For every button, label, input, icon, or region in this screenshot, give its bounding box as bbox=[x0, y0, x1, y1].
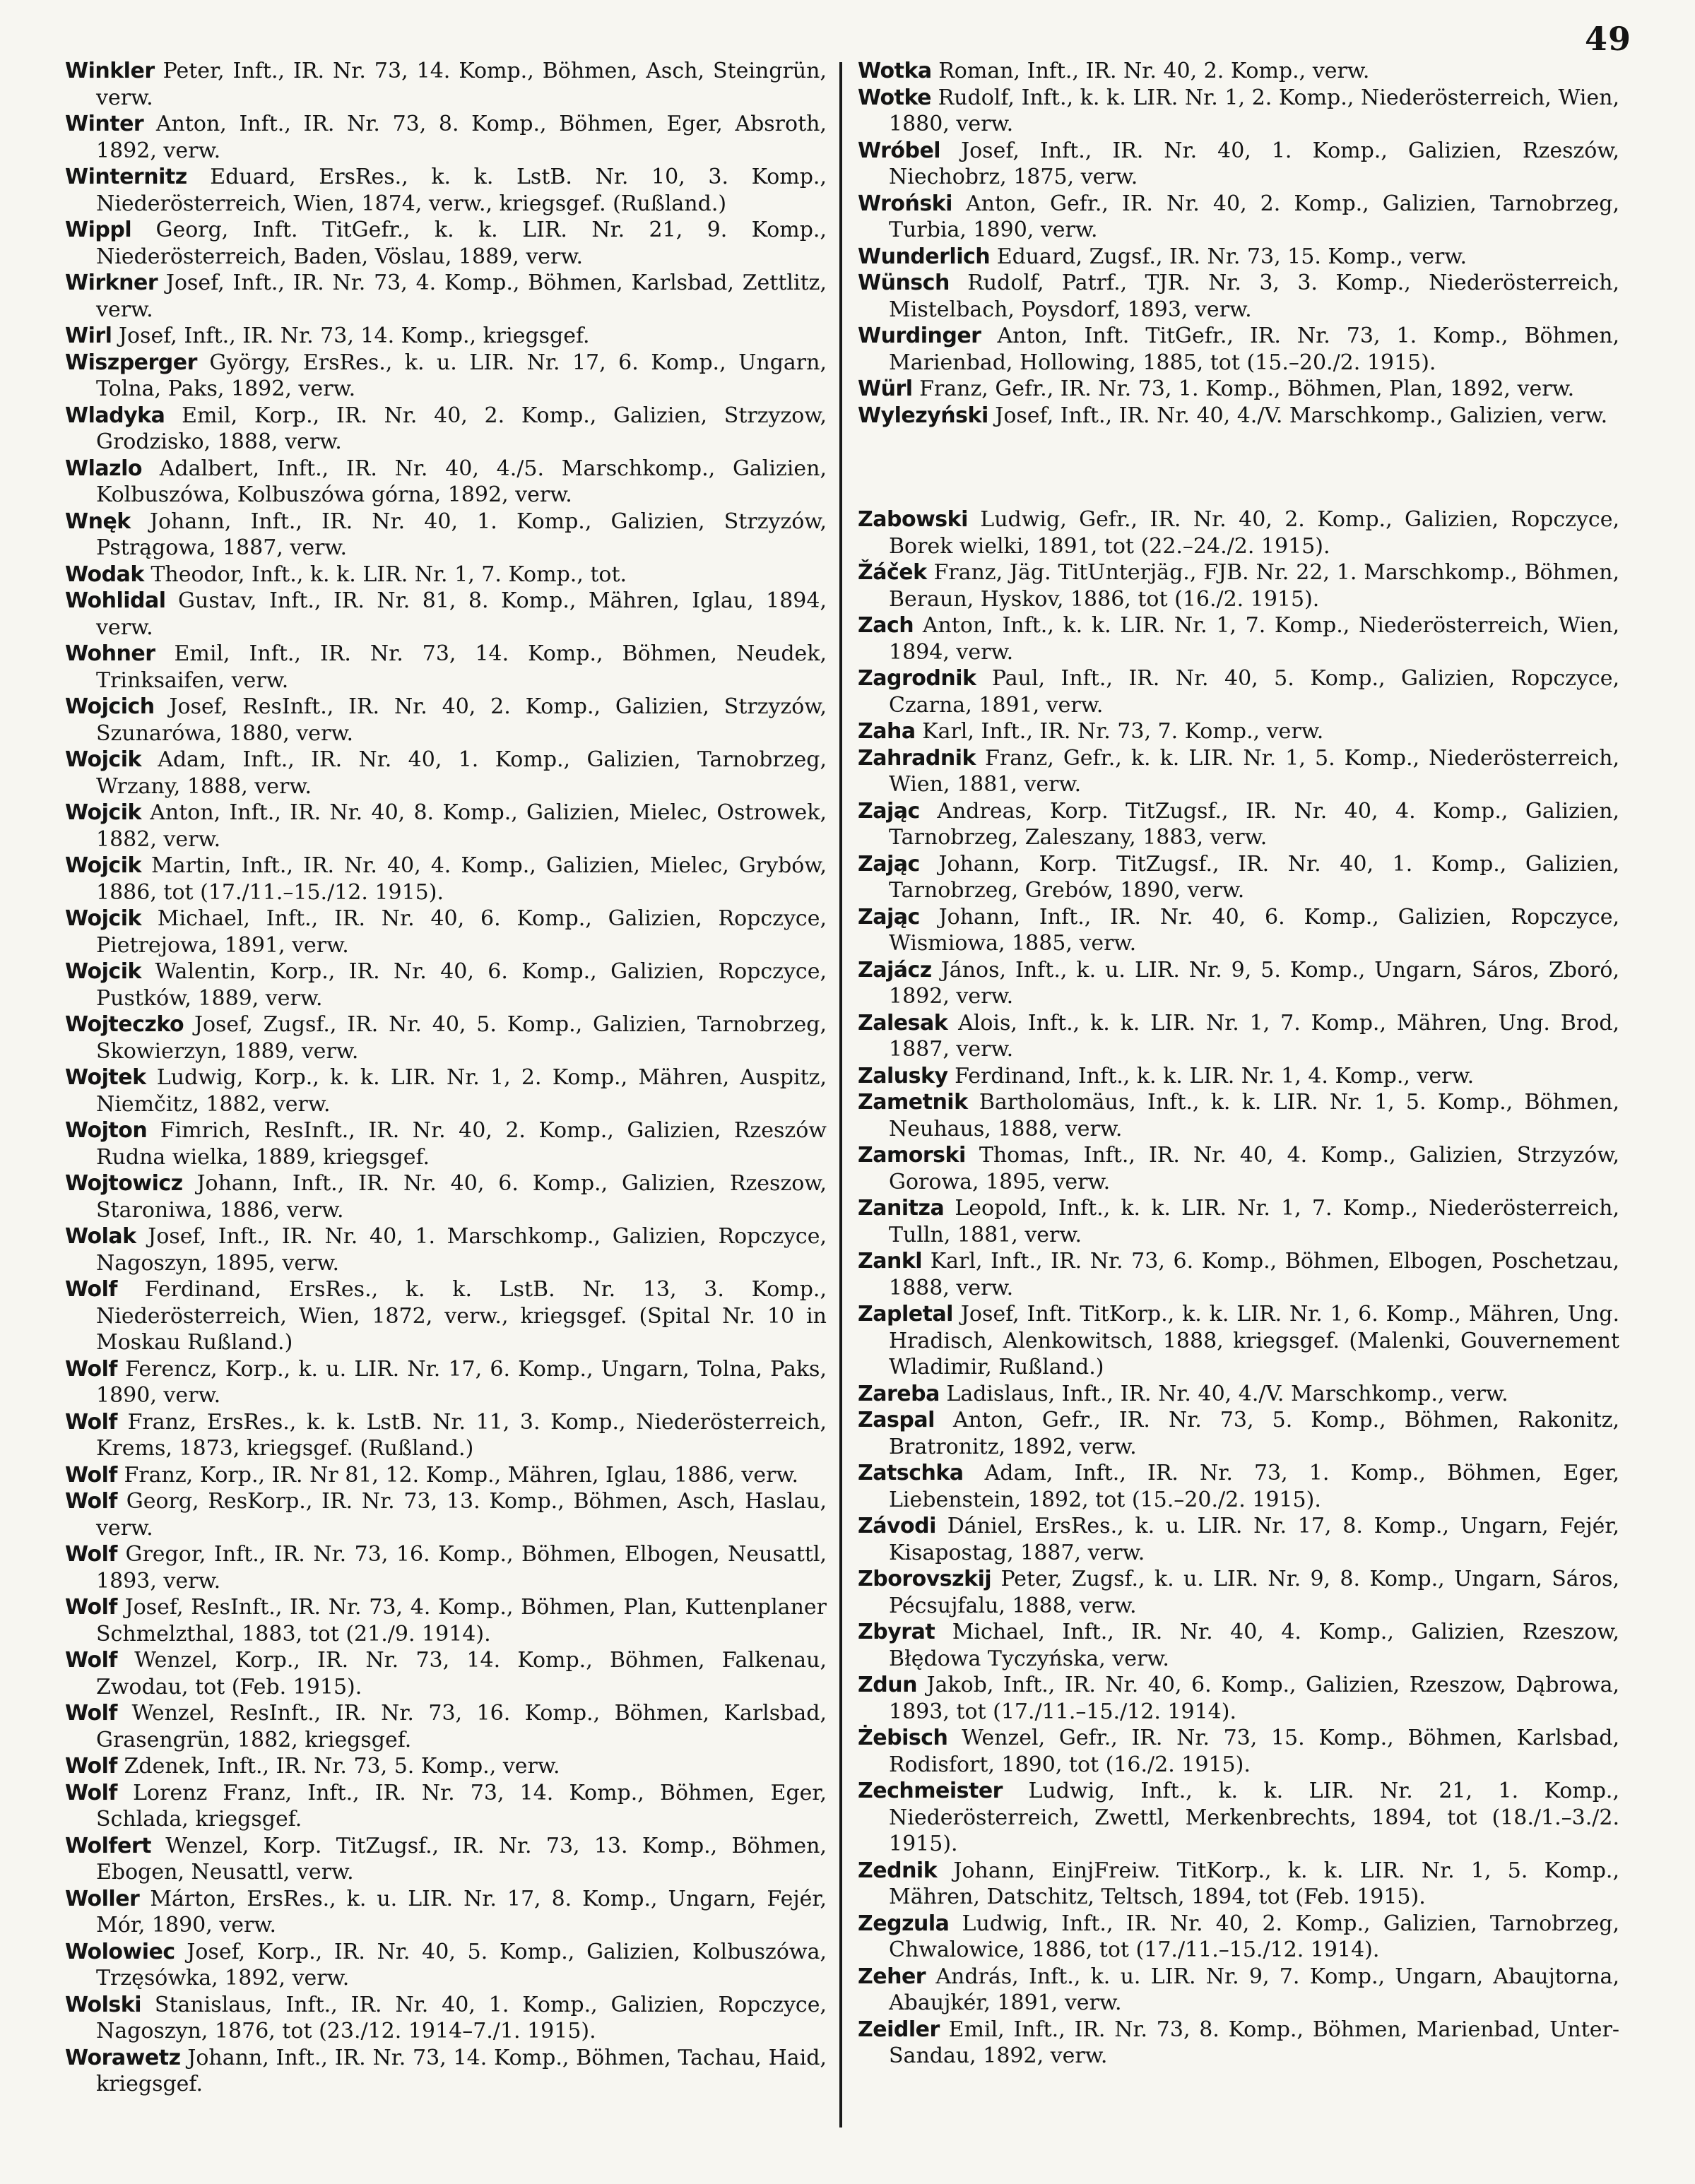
entry-details: Zdenek, Inft., IR. Nr. 73, 5. Komp., verw. bbox=[124, 1754, 560, 1779]
entry-details: Anton, Inft., IR. Nr. 40, 8. Komp., Galizien, Mielec, Ostrowek, 1882, verw. bbox=[96, 800, 827, 852]
entry-details: Emil, Inft., IR. Nr. 73, 14. Komp., Böhmen, Neudek, Trinksaifen, verw. bbox=[96, 641, 827, 693]
entry-surname: Wojtowicz bbox=[65, 1171, 183, 1196]
entry-details: Ludwig, Inft., IR. Nr. 40, 2. Komp., Galizien, Tarnobrzeg, Chwalowice, 1886, tot (17./11.–15./12. 1914). bbox=[889, 1911, 1619, 1962]
entry-details: Michael, Inft., IR. Nr. 40, 6. Komp., Galizien, Ropczyce, Pietrejowa, 1891, verw. bbox=[96, 906, 827, 958]
entry-surname: Zabowski bbox=[858, 507, 968, 532]
list-entry bbox=[65, 1647, 827, 1700]
entry-surname: Wojcik bbox=[65, 853, 141, 878]
entry-details: Franz, Jäg. TitUnterjäg., FJB. Nr. 22, 1. Marschkomp., Böhmen, Beraun, Hyskov, 1886, tot (16./2. 1915). bbox=[889, 560, 1619, 612]
entry-surname: Wolski bbox=[65, 1992, 142, 2017]
list-entry bbox=[858, 612, 1619, 665]
list-entry bbox=[65, 1462, 827, 1489]
list-entry bbox=[65, 588, 827, 641]
entry-surname: Zaspal bbox=[858, 1408, 935, 1432]
entry-details: Bartholomäus, Inft., k. k. LIR. Nr. 1, 5. Komp., Böhmen, Neuhaus, 1888, verw. bbox=[889, 1090, 1619, 1141]
entry-surname: Wojcik bbox=[65, 959, 141, 984]
entry-surname: Zach bbox=[858, 613, 914, 638]
list-entry bbox=[858, 138, 1619, 191]
list-entry bbox=[858, 559, 1619, 612]
list-entry bbox=[65, 1780, 827, 1833]
list-entry bbox=[65, 1170, 827, 1223]
entry-details: Wenzel, Korp. TitZugsf., IR. Nr. 73, 13. Komp., Böhmen, Ebogen, Neusattl, verw. bbox=[96, 1833, 827, 1885]
entry-details: Josef, Inft. TitKorp., k. k. LIR. Nr. 1, 6. Komp., Mähren, Ung. Hradisch, Alenkowitsch, 1888, kriegsgef. (Malenki, Gouvernement Wladimir, Rußland.) bbox=[889, 1302, 1619, 1379]
list-entry bbox=[65, 164, 827, 217]
list-entry bbox=[65, 1939, 827, 1992]
entry-details: Anton, Inft. TitGefr., IR. Nr. 73, 1. Komp., Böhmen, Marienbad, Hollowing, 1885, tot (15.–20./2. 1915). bbox=[889, 324, 1619, 375]
entry-surname: Wojcik bbox=[65, 906, 141, 931]
entry-details: Johann, Inft., IR. Nr. 40, 6. Komp., Galizien, Ropczyce, Wismiowa, 1885, verw. bbox=[889, 904, 1619, 956]
entry-details: Stanislaus, Inft., IR. Nr. 40, 1. Komp., Galizien, Ropczyce, Nagoszyn, 1876, tot (23./12. 1914–7./1. 1915). bbox=[96, 1992, 827, 2043]
list-entry bbox=[65, 694, 827, 747]
entry-surname: Wolak bbox=[65, 1224, 136, 1249]
entry-details: Anton, Inft., k. k. LIR. Nr. 1, 7. Komp., Niederösterreich, Wien, 1894, verw. bbox=[889, 613, 1619, 665]
entry-surname: Wlazlo bbox=[65, 456, 142, 481]
entry-details: Josef, Inft., IR. Nr. 40, 4./V. Marschkomp., Galizien, verw. bbox=[995, 403, 1608, 428]
entry-details: Andreas, Korp. TitZugsf., IR. Nr. 40, 4. Komp., Galizien, Tarnobrzeg, Zaleszany, 1883, verw. bbox=[889, 798, 1619, 850]
list-entry bbox=[858, 1513, 1619, 1566]
left-column bbox=[65, 58, 839, 2170]
list-entry bbox=[65, 641, 827, 694]
entry-details: Jakob, Inft., IR. Nr. 40, 6. Komp., Galizien, Rzeszow, Dąbrowa, 1893, tot (17./11.–15./12. 1914). bbox=[889, 1673, 1619, 1724]
entry-surname: Wojton bbox=[65, 1118, 148, 1143]
list-entry bbox=[858, 1248, 1619, 1301]
entry-details: Josef, Inft., IR. Nr. 40, 1. Komp., Galizien, Rzeszów, Niechobrz, 1875, verw. bbox=[889, 138, 1619, 189]
entry-surname: Zagrodnik bbox=[858, 666, 976, 691]
list-entry bbox=[858, 1460, 1619, 1513]
entry-surname: Zbyrat bbox=[858, 1620, 935, 1644]
list-entry bbox=[65, 800, 827, 853]
entry-surname: Zankl bbox=[858, 1249, 923, 1274]
entry-details: Wenzel, ResInft., IR. Nr. 73, 16. Komp., Böhmen, Karlsbad, Grasengrün, 1882, kriegsgef. bbox=[96, 1701, 827, 1752]
list-entry bbox=[65, 456, 827, 509]
list-entry bbox=[858, 1195, 1619, 1248]
list-entry bbox=[65, 906, 827, 959]
entry-details: Johann, Korp. TitZugsf., IR. Nr. 40, 1. Komp., Galizien, Tarnobrzeg, Grebów, 1890, verw. bbox=[889, 851, 1619, 903]
entry-surname: Wnęk bbox=[65, 509, 131, 534]
entry-surname: Zareba bbox=[858, 1381, 940, 1406]
list-entry bbox=[65, 1541, 827, 1594]
entry-details: Karl, Inft., IR. Nr. 73, 6. Komp., Böhmen, Elbogen, Poschetzau, 1888, verw. bbox=[889, 1249, 1619, 1300]
list-entry bbox=[65, 1011, 827, 1064]
entry-surname: Zajácz bbox=[858, 957, 932, 983]
entry-details: Josef, ResInft., IR. Nr. 73, 4. Komp., Böhmen, Plan, Kuttenplaner Schmelzthal, 1883, tot (21./9. 1914). bbox=[96, 1595, 827, 1646]
entry-surname: Wojtek bbox=[65, 1065, 146, 1090]
list-entry bbox=[858, 1619, 1619, 1672]
entry-details: Johann, Inft., IR. Nr. 73, 14. Komp., Böhmen, Tachau, Haid, kriegsgef. bbox=[96, 2045, 827, 2096]
entry-details: Wenzel, Gefr., IR. Nr. 73, 15. Komp., Böhmen, Karlsbad, Rodisfort, 1890, tot (16./2. 1915). bbox=[889, 1726, 1619, 1777]
entry-surname: Winternitz bbox=[65, 165, 187, 189]
list-entry bbox=[858, 1858, 1619, 1911]
entry-details: Peter, Inft., IR. Nr. 73, 14. Komp., Böhmen, Asch, Steingrün, verw. bbox=[96, 59, 827, 110]
entry-surname: Wolowiec bbox=[65, 1939, 175, 1964]
entry-surname: Worawetz bbox=[65, 2045, 181, 2070]
entry-details: Franz, Gefr., IR. Nr. 73, 1. Komp., Böhmen, Plan, 1892, verw. bbox=[919, 376, 1575, 401]
entry-surname: Wolf bbox=[65, 1648, 117, 1673]
entry-surname: Wohlidal bbox=[65, 588, 166, 613]
right-column bbox=[842, 58, 1619, 2170]
entry-surname: Zanitza bbox=[858, 1196, 945, 1221]
list-entry bbox=[858, 665, 1619, 718]
entry-details: Franz, ErsRes., k. k. LstB. Nr. 11, 3. Komp., Niederösterreich, Krems, 1873, kriegsgef. (Rußland.) bbox=[96, 1409, 827, 1461]
list-entry bbox=[65, 323, 827, 350]
entry-surname: Wróbel bbox=[858, 138, 941, 163]
list-entry bbox=[65, 403, 827, 456]
list-entry bbox=[858, 957, 1619, 1010]
entry-surname: Wohner bbox=[65, 641, 155, 666]
entry-surname: Zaha bbox=[858, 719, 916, 744]
entry-details: Walentin, Korp., IR. Nr. 40, 6. Komp., Galizien, Ropczyce, Pustków, 1889, verw. bbox=[96, 959, 827, 1011]
entry-surname: Zednik bbox=[858, 1858, 938, 1883]
entry-surname: Wolf bbox=[65, 1409, 117, 1435]
entry-surname: Würl bbox=[858, 376, 913, 401]
entry-surname: Závodi bbox=[858, 1514, 936, 1538]
entry-surname: Wurdinger bbox=[858, 324, 981, 348]
entry-surname: Zalesak bbox=[858, 1010, 948, 1035]
list-entry bbox=[65, 111, 827, 164]
entry-surname: Zając bbox=[858, 904, 920, 930]
entry-details: Rudolf, Patrf., TJR. Nr. 3, 3. Komp., Niederösterreich, Mistelbach, Poysdorf, 1893, verw. bbox=[889, 271, 1619, 322]
entry-surname: Wünsch bbox=[858, 271, 950, 295]
entry-details: Adam, Inft., IR. Nr. 40, 1. Komp., Galizien, Tarnobrzeg, Wrzany, 1888, verw. bbox=[96, 747, 827, 799]
entry-details: Martin, Inft., IR. Nr. 40, 4. Komp., Galizien, Mielec, Grybów, 1886, tot (17./11.–15./12. 1915). bbox=[96, 853, 827, 905]
entry-surname: Zatschka bbox=[858, 1461, 964, 1485]
entry-details: Josef, Korp., IR. Nr. 40, 5. Komp., Galizien, Kolbuszówa, Trzęsówka, 1892, verw. bbox=[96, 1939, 827, 1990]
entry-surname: Wodak bbox=[65, 562, 144, 587]
entry-details: Ladislaus, Inft., IR. Nr. 40, 4./V. Marschkomp., verw. bbox=[946, 1381, 1508, 1406]
entry-surname: Zeher bbox=[858, 1964, 926, 1989]
list-entry bbox=[858, 1672, 1619, 1725]
entry-details: Roman, Inft., IR. Nr. 40, 2. Komp., verw. bbox=[938, 59, 1370, 83]
list-entry bbox=[65, 58, 827, 111]
entry-details: Ferencz, Korp., k. u. LIR. Nr. 17, 6. Komp., Ungarn, Tolna, Paks, 1890, verw. bbox=[96, 1356, 827, 1408]
entry-surname: Wolf bbox=[65, 1542, 117, 1567]
list-entry bbox=[858, 1407, 1619, 1460]
entry-surname: Wojcik bbox=[65, 747, 141, 772]
entry-details: Wenzel, Korp., IR. Nr. 73, 14. Komp., Böhmen, Falkenau, Zwodau, tot (Feb. 1915). bbox=[96, 1648, 827, 1699]
entry-surname: Wolf bbox=[65, 1754, 117, 1779]
list-entry bbox=[65, 1223, 827, 1276]
entry-surname: Zając bbox=[858, 851, 920, 877]
entry-surname: Wotke bbox=[858, 85, 931, 110]
right-column-w-section bbox=[858, 58, 1619, 429]
entry-surname: Wolf bbox=[65, 1489, 117, 1514]
entry-surname: Wojcich bbox=[65, 694, 155, 719]
entry-details: Rudolf, Inft., k. k. LIR. Nr. 1, 2. Komp., Niederösterreich, Wien, 1880, verw. bbox=[889, 85, 1619, 136]
entry-surname: Wiszperger bbox=[65, 350, 197, 375]
entry-surname: Wotka bbox=[858, 59, 932, 83]
entry-details: Ludwig, Inft., k. k. LIR. Nr. 21, 1. Komp., Niederösterreich, Zwettl, Merkenbrechts, 1894, tot (18./1.–3./2. 1915). bbox=[889, 1779, 1619, 1856]
list-entry bbox=[858, 745, 1619, 798]
list-entry bbox=[65, 1992, 827, 2045]
list-entry bbox=[65, 747, 827, 800]
entry-details: Anton, Inft., IR. Nr. 73, 8. Komp., Böhmen, Eger, Absroth, 1892, verw. bbox=[96, 112, 827, 163]
entry-details: Josef, ResInft., IR. Nr. 40, 2. Komp., Galizien, Strzyzów, Szunarówa, 1880, verw. bbox=[96, 694, 827, 746]
entry-details: Michael, Inft., IR. Nr. 40, 4. Komp., Galizien, Rzeszow, Błędowa Tyczyńska, verw. bbox=[889, 1620, 1619, 1671]
casualty-list bbox=[65, 58, 1632, 2170]
entry-details: Anton, Gefr., IR. Nr. 40, 2. Komp., Galizien, Tarnobrzeg, Turbia, 1890, verw. bbox=[889, 191, 1619, 242]
entry-details: Ludwig, Korp., k. k. LIR. Nr. 1, 2. Komp., Mähren, Auspitz, Niemčitz, 1882, verw. bbox=[96, 1065, 827, 1117]
list-entry bbox=[858, 1301, 1619, 1381]
entry-details: Josef, Inft., IR. Nr. 40, 1. Marschkomp., Galizien, Ropczyce, Nagoszyn, 1895, verw. bbox=[96, 1224, 827, 1276]
entry-surname: Wolfert bbox=[65, 1833, 151, 1858]
entry-details: Eduard, Zugsf., IR. Nr. 73, 15. Komp., verw. bbox=[996, 244, 1467, 269]
entry-details: Ludwig, Gefr., IR. Nr. 40, 2. Komp., Galizien, Ropczyce, Borek wielki, 1891, tot (22.–24./2. 1915). bbox=[889, 507, 1619, 559]
list-entry bbox=[858, 1063, 1619, 1090]
entry-surname: Wladyka bbox=[65, 403, 165, 428]
list-entry bbox=[858, 904, 1619, 957]
entry-surname: Zeidler bbox=[858, 2017, 940, 2042]
entry-details: Josef, Zugsf., IR. Nr. 40, 5. Komp., Galizien, Tarnobrzeg, Skowierzyn, 1889, verw. bbox=[96, 1012, 827, 1064]
list-entry bbox=[65, 1886, 827, 1939]
list-entry bbox=[858, 2017, 1619, 2070]
entry-surname: Wolf bbox=[65, 1356, 117, 1382]
list-entry bbox=[858, 1566, 1619, 1619]
entry-surname: Zalusky bbox=[858, 1063, 948, 1088]
entry-details: Josef, Inft., IR. Nr. 73, 14. Komp., kriegsgef. bbox=[119, 324, 590, 348]
entry-details: Adam, Inft., IR. Nr. 73, 1. Komp., Böhmen, Eger, Liebenstein, 1892, tot (15.–20./2. 1915). bbox=[889, 1461, 1619, 1512]
list-entry bbox=[65, 2045, 827, 2098]
entry-surname: Zapletal bbox=[858, 1302, 953, 1327]
list-entry bbox=[65, 217, 827, 270]
entry-surname: Wolf bbox=[65, 1595, 117, 1620]
entry-surname: Woller bbox=[65, 1886, 140, 1911]
entry-details: Theodor, Inft., k. k. LIR. Nr. 1, 7. Komp., tot. bbox=[150, 562, 627, 587]
list-entry bbox=[858, 244, 1619, 271]
list-entry bbox=[858, 1381, 1619, 1408]
list-entry bbox=[65, 1594, 827, 1647]
entry-details: Josef, Inft., IR. Nr. 73, 4. Komp., Böhmen, Karlsbad, Zettlitz, verw. bbox=[96, 271, 827, 322]
entry-surname: Wolf bbox=[65, 1277, 117, 1302]
entry-surname: Zegzula bbox=[858, 1911, 950, 1936]
page-number: 49 bbox=[1584, 20, 1631, 58]
entry-surname: Zborovszkij bbox=[858, 1567, 992, 1591]
list-entry bbox=[65, 1488, 827, 1541]
entry-surname: Zametnik bbox=[858, 1090, 968, 1115]
entry-details: Georg, Inft. TitGefr., k. k. LIR. Nr. 21, 9. Komp., Niederösterreich, Baden, Vöslau, 1889, verw. bbox=[96, 218, 827, 269]
entry-details: Johann, EinjFreiw. TitKorp., k. k. LIR. Nr. 1, 5. Komp., Mähren, Datschitz, Teltsch, 1894, tot (Feb. 1915). bbox=[889, 1858, 1619, 1909]
entry-details: Fimrich, ResInft., IR. Nr. 40, 2. Komp., Galizien, Rzeszów Rudna wielka, 1889, kriegsgef. bbox=[96, 1118, 827, 1170]
list-entry bbox=[858, 58, 1619, 85]
entry-details: Karl, Inft., IR. Nr. 73, 7. Komp., verw. bbox=[922, 719, 1324, 744]
entry-details: Leopold, Inft., k. k. LIR. Nr. 1, 7. Komp., Niederösterreich, Tulln, 1881, verw. bbox=[889, 1196, 1619, 1247]
entry-surname: Wojcik bbox=[65, 800, 141, 825]
entry-details: Johann, Inft., IR. Nr. 40, 6. Komp., Galizien, Rzeszow, Staroniwa, 1886, verw. bbox=[96, 1171, 827, 1223]
entry-details: Eduard, ErsRes., k. k. LstB. Nr. 10, 3. Komp., Niederösterreich, Wien, 1874, verw., kriegsgef. (Rußland.) bbox=[96, 165, 827, 216]
list-entry bbox=[65, 1276, 827, 1356]
entry-details: Peter, Zugsf., k. u. LIR. Nr. 9, 8. Komp., Ungarn, Sáros, Pécsujfalu, 1888, verw. bbox=[889, 1567, 1619, 1618]
list-entry bbox=[858, 1964, 1619, 2017]
entry-surname: Wirl bbox=[65, 324, 112, 348]
list-entry bbox=[65, 1700, 827, 1753]
entry-surname: Wolf bbox=[65, 1701, 117, 1726]
entry-details: András, Inft., k. u. LIR. Nr. 9, 7. Komp., Ungarn, Abaujtorna, Abaujkér, 1891, verw. bbox=[889, 1964, 1619, 2015]
entry-surname: Zahradnik bbox=[858, 745, 976, 771]
list-entry bbox=[65, 1117, 827, 1170]
list-entry bbox=[65, 1753, 827, 1780]
entry-details: Dániel, ErsRes., k. u. LIR. Nr. 17, 8. Komp., Ungarn, Fejér, Kisapostag, 1887, verw. bbox=[889, 1514, 1619, 1565]
entry-surname: Winkler bbox=[65, 59, 155, 83]
entry-surname: Zamorski bbox=[858, 1143, 966, 1168]
entry-surname: Wojteczko bbox=[65, 1012, 184, 1037]
entry-details: Emil, Korp., IR. Nr. 40, 2. Komp., Galizien, Strzyzow, Grodzisko, 1888, verw. bbox=[96, 403, 827, 454]
entry-surname: Žáček bbox=[858, 560, 927, 585]
entry-details: Paul, Inft., IR. Nr. 40, 5. Komp., Galizien, Ropczyce, Czarna, 1891, verw. bbox=[889, 666, 1619, 718]
list-entry bbox=[858, 798, 1619, 851]
entry-surname: Wolf bbox=[65, 1780, 117, 1805]
list-entry bbox=[858, 85, 1619, 138]
entry-details: Franz, Korp., IR. Nr 81, 12. Komp., Mähren, Iglau, 1886, verw. bbox=[124, 1462, 799, 1488]
right-column-z-section bbox=[858, 506, 1619, 2070]
list-entry bbox=[65, 562, 827, 588]
entry-details: Emil, Inft., IR. Nr. 73, 8. Komp., Böhmen, Marienbad, Unter-Sandau, 1892, verw. bbox=[889, 2017, 1619, 2068]
entry-surname: Wippl bbox=[65, 218, 132, 242]
list-entry bbox=[858, 1778, 1619, 1858]
entry-details: Franz, Gefr., k. k. LIR. Nr. 1, 5. Komp., Niederösterreich, Wien, 1881, verw. bbox=[889, 745, 1619, 797]
entry-details: Thomas, Inft., IR. Nr. 40, 4. Komp., Galizien, Strzyzów, Gorowa, 1895, verw. bbox=[889, 1143, 1619, 1194]
list-entry bbox=[858, 718, 1619, 745]
entry-details: Johann, Inft., IR. Nr. 40, 1. Komp., Galizien, Strzyzów, Pstrągowa, 1887, verw. bbox=[96, 509, 827, 560]
entry-surname: Zechmeister bbox=[858, 1779, 1003, 1803]
entry-surname: Wunderlich bbox=[858, 244, 991, 269]
list-entry bbox=[858, 376, 1619, 403]
list-entry bbox=[858, 1089, 1619, 1142]
entry-surname: Wirkner bbox=[65, 271, 158, 295]
entry-details: Adalbert, Inft., IR. Nr. 40, 4./5. Marschkomp., Galizien, Kolbuszówa, Kolbuszówa górna, 1892, verw. bbox=[96, 456, 827, 507]
entry-details: Gregor, Inft., IR. Nr. 73, 16. Komp., Böhmen, Elbogen, Neusattl, 1893, verw. bbox=[96, 1542, 827, 1594]
entry-details: Márton, ErsRes., k. u. LIR. Nr. 17, 8. Komp., Ungarn, Fejér, Mór, 1890, verw. bbox=[96, 1886, 827, 1937]
entry-details: Alois, Inft., k. k. LIR. Nr. 1, 7. Komp., Mähren, Ung. Brod, 1887, verw. bbox=[889, 1010, 1619, 1062]
list-entry bbox=[65, 853, 827, 906]
entry-details: Georg, ResKorp., IR. Nr. 73, 13. Komp., Böhmen, Asch, Haslau, verw. bbox=[96, 1489, 827, 1541]
entry-details: Lorenz Franz, Inft., IR. Nr. 73, 14. Komp., Böhmen, Eger, Schlada, kriegsgef. bbox=[96, 1780, 827, 1832]
list-entry bbox=[858, 851, 1619, 904]
entry-details: Ferdinand, ErsRes., k. k. LstB. Nr. 13, 3. Komp., Niederösterreich, Wien, 1872, verw., kriegsgef. (Spital Nr. 10 in Moskau Rußland.) bbox=[96, 1277, 827, 1355]
entry-surname: Wolf bbox=[65, 1462, 117, 1488]
list-entry bbox=[65, 270, 827, 323]
entry-details: György, ErsRes., k. u. LIR. Nr. 17, 6. Komp., Ungarn, Tolna, Paks, 1892, verw. bbox=[96, 350, 827, 401]
entry-details: Anton, Gefr., IR. Nr. 73, 5. Komp., Böhmen, Rakonitz, Bratronitz, 1892, verw. bbox=[889, 1408, 1619, 1459]
list-entry bbox=[858, 1142, 1619, 1195]
section-gap bbox=[858, 429, 1619, 506]
entry-surname: Winter bbox=[65, 112, 144, 136]
list-entry bbox=[858, 403, 1619, 429]
entry-surname: Wroński bbox=[858, 191, 952, 216]
list-entry bbox=[858, 191, 1619, 244]
list-entry bbox=[858, 323, 1619, 376]
list-entry bbox=[65, 1064, 827, 1117]
entry-details: Gustav, Inft., IR. Nr. 81, 8. Komp., Mähren, Iglau, 1894, verw. bbox=[96, 588, 827, 640]
entry-surname: Zdun bbox=[858, 1673, 917, 1697]
list-entry bbox=[858, 270, 1619, 323]
list-entry bbox=[858, 1725, 1619, 1778]
entry-surname: Wylezyński bbox=[858, 403, 988, 428]
list-entry bbox=[858, 1911, 1619, 1964]
list-entry bbox=[65, 1356, 827, 1409]
list-entry bbox=[858, 506, 1619, 559]
list-entry bbox=[65, 509, 827, 562]
entry-surname: Zając bbox=[858, 798, 920, 824]
entry-details: Ferdinand, Inft., k. k. LIR. Nr. 1, 4. Komp., verw. bbox=[955, 1063, 1475, 1088]
list-entry bbox=[65, 959, 827, 1011]
list-entry bbox=[65, 350, 827, 403]
entry-surname: Żebisch bbox=[858, 1726, 948, 1750]
list-entry bbox=[858, 1010, 1619, 1063]
entry-details: János, Inft., k. u. LIR. Nr. 9, 5. Komp., Ungarn, Sáros, Zboró, 1892, verw. bbox=[889, 957, 1619, 1009]
list-entry bbox=[65, 1409, 827, 1462]
list-entry bbox=[65, 1833, 827, 1886]
